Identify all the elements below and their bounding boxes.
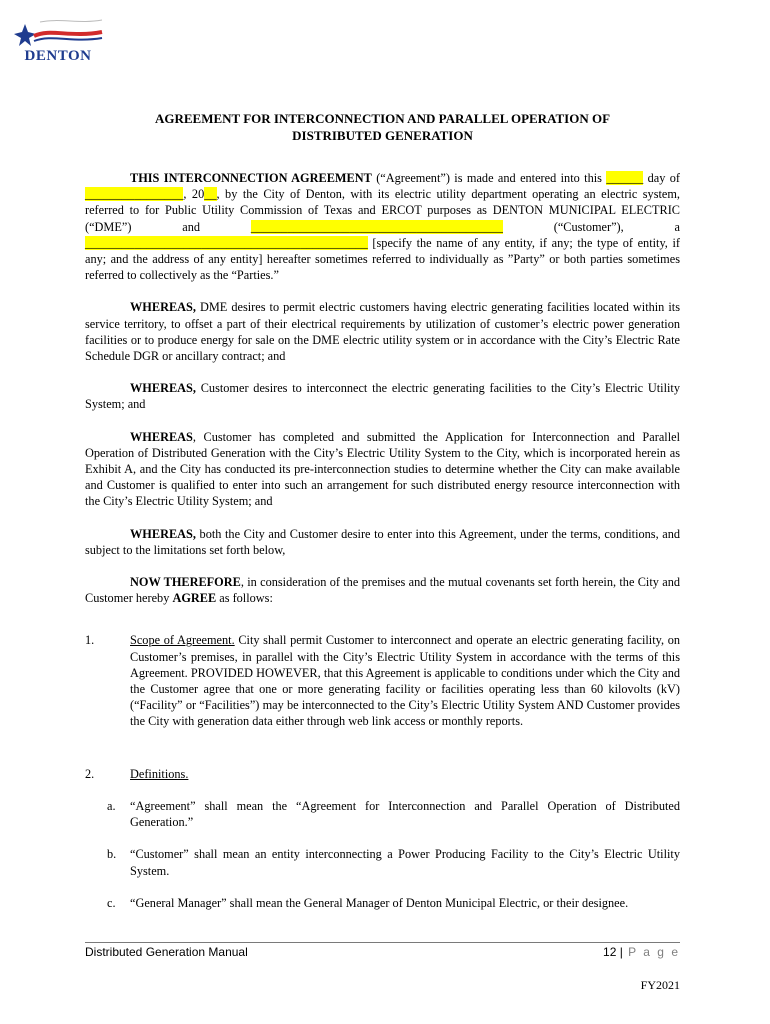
definition-b: b. “Customer” shall mean an entity interconnecting a Power Producing Facility to the City’s Electric Utility System. xyxy=(107,847,680,878)
blank-month-field[interactable]: ________________ xyxy=(85,187,184,202)
page-footer xyxy=(85,942,680,961)
section-1 xyxy=(85,632,680,729)
section-2-heading: Definitions. xyxy=(130,766,189,781)
intro-paragraph: THIS INTERCONNECTION AGREEMENT (“Agreement”) is made and entered into this ______ day of ________________, 20__, by the City of Denton, with its electric utility department operating an electric system, referred to for Public Utility Commission of Texas and ERCOT purposes as DENTON MUNICIPAL ELECTRIC (“DME”) and _________________________________________ (“Customer”), a ______________________________________________ [specify the name of any entity, if any; the type of entity, if any; and the address of any entity] hereafter sometimes referred to individually as ”Party” or both parties sometimes referred to collectively as the “Parties.” xyxy=(85,171,680,283)
section-1-heading: Scope of Agreement. xyxy=(130,633,235,648)
now-therefore-paragraph: NOW THEREFORE, in consideration of the premises and the mutual covenants set forth herein, the City and Customer hereby AGREE as follows: xyxy=(85,575,680,606)
section-1-text: City shall permit Customer to interconnect and operate an electric generating facility, on Customer’s premises, in parallel with the City’s Electric Utility System in accordance with the terms of this Agreement. PROVIDED HOWEVER, that this Agreement is applicable to conditions under which the City and the Customer agree that one or more generating facility or facilities operating less than 60 kilovolts (kV) (“Facility” or “Facilities”) may be interconnected to the City’s Electric Utility System AND Customer provides the City with generation data either through web link access or monthly reports. xyxy=(130,633,680,729)
definition-a: a. “Agreement” shall mean the “Agreement for Interconnection and Parallel Operation of Distributed Generation.” xyxy=(107,798,680,830)
whereas-paragraph-4: WHEREAS, both the City and Customer desire to enter into this Agreement, under the terms, conditions, and subject to the limitations set forth below, xyxy=(85,526,680,557)
blank-entity-field[interactable]: ______________________________________________ xyxy=(85,235,368,250)
title-line-1: AGREEMENT FOR INTERCONNECTION AND PARALLEL OPERATION OF xyxy=(154,111,611,126)
definition-c: c. “General Manager” shall mean the General Manager of Denton Municipal Electric, or their designee. xyxy=(107,895,629,910)
texas-flag-star-icon xyxy=(10,14,106,50)
blank-day-field[interactable]: ______ xyxy=(606,171,644,185)
footer-page-number: 12 | P a g e xyxy=(603,945,680,959)
section-2-number: 2. xyxy=(85,766,95,781)
blank-year-field[interactable]: __ xyxy=(204,187,217,202)
logo-text: DENTON xyxy=(24,48,92,64)
blank-customer-field[interactable]: _________________________________________ xyxy=(250,219,503,234)
section-1-number: 1. xyxy=(85,633,95,648)
section-2 xyxy=(85,766,680,782)
document-body xyxy=(85,110,680,911)
title-line-2: DISTRIBUTED GENERATION xyxy=(292,128,473,143)
footer-manual-title: Distributed Generation Manual xyxy=(85,945,248,959)
denton-logo xyxy=(10,14,106,68)
whereas-paragraph-2: WHEREAS, Customer desires to interconnect the electric generating facilities to the City’s Electric Utility System; and xyxy=(85,381,680,412)
whereas-paragraph-1: WHEREAS, DME desires to permit electric customers having electric generating facilities located within its service territory, to offset a part of their electrical requirements by utilization of customer’s electric power generation facilities or to produce energy for sale on the DME electric utility system or in accordance with the City’s Electric Rate Schedule DGR or ancillary contract; and xyxy=(85,300,680,364)
whereas-paragraph-3: WHEREAS, Customer has completed and submitted the Application for Interconnection and Parallel Operation of Distributed Generation with the City’s Electric Utility System to the City, which is incorporated herein as Exhibit A, and the City has conducted its pre-interconnection studies to determine whether the City can make available and Customer is qualified to enter into such an arrangement for such distributed energy resource interconnection with the City’s Electric Utility System; and xyxy=(85,429,680,509)
fiscal-year-label: FY2021 xyxy=(640,978,680,992)
